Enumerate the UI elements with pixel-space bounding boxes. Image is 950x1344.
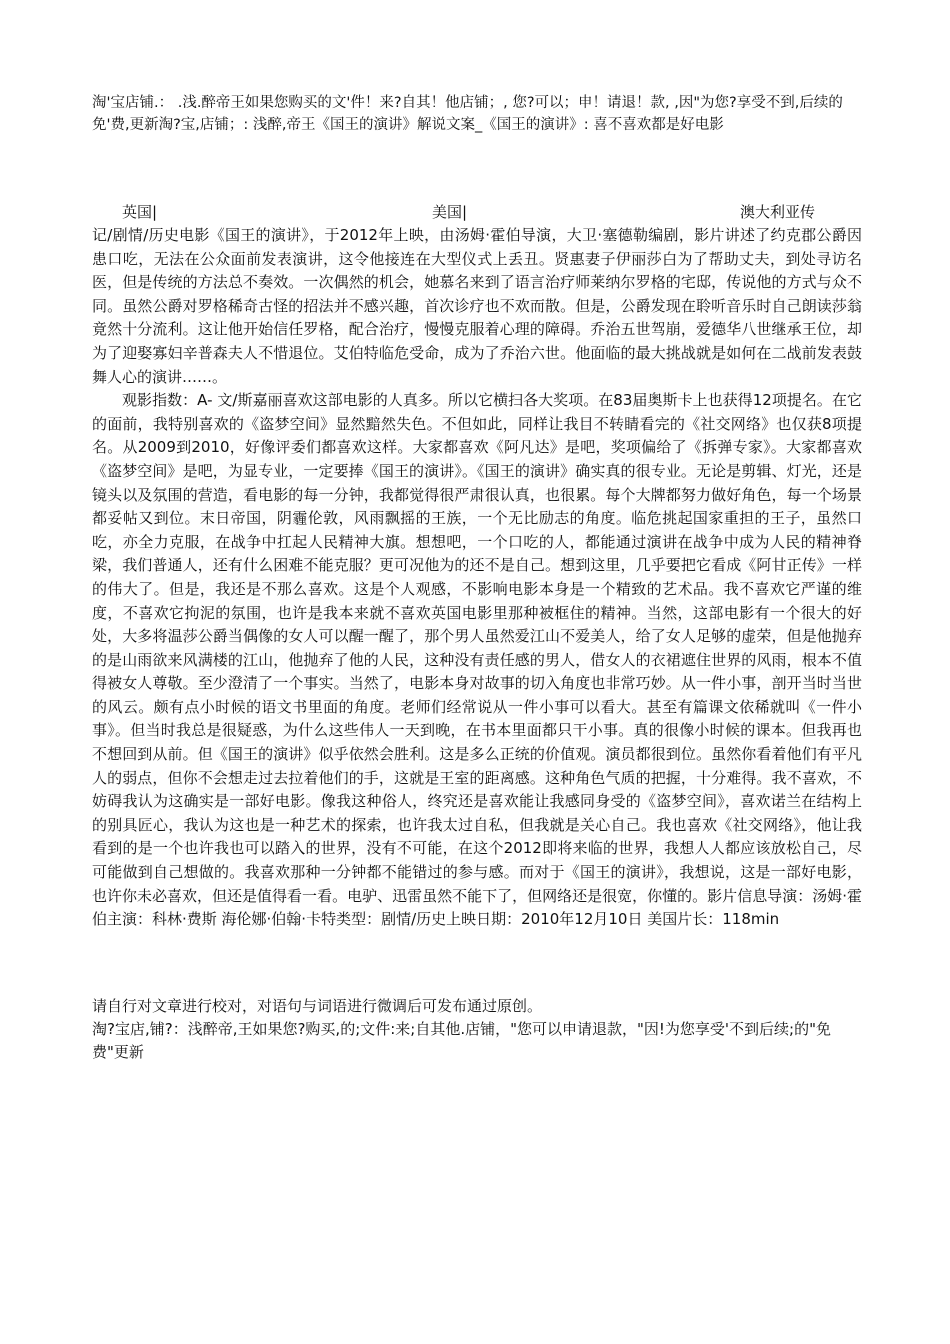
- footer-block: [92, 995, 862, 1064]
- intro-paragraph: 记/剧情/历史电影《国王的演讲》，于2012年上映，由汤姆·霍伯导演，大卫·塞德勒编剧，影片讲述了约克郡公爵因患口吃，无法在公众面前发表演讲，这令他接连在大型仪式上丢丑。贤惠妻子伊丽莎白为了帮助丈夫，到处寻访名医，但是传统的方法总不奏效。一次偶然的机会，她慕名来到了语言治疗师莱纳尔罗格的宅邸，传说他的方式与众不同。虽然公爵对罗格稀奇古怪的招法并不感兴趣，首次诊疗也不欢而散。但是，公爵发现在聆听音乐时自己朗读莎翁竟然十分流利。这让他开始信任罗格，配合治疗，慢慢克服着心理的障碍。乔治五世驾崩，爱德华八世继承王位，却为了迎娶寡妇辛普森夫人不惜退位。艾伯特临危受命，成为了乔治六世。他面临的最大挑战就是如何在二战前发表鼓舞人心的演讲……。: [92, 226, 862, 386]
- country-line: [92, 200, 862, 224]
- country-australia: 澳大利亚传: [740, 203, 816, 221]
- header-notice: 淘'宝店铺.： .浅.醉帝王如果您购买的文'件！来?自其！他店铺；, 您?可以；申！请退！款, ,因"为您?享受不到,后续的免'费,更新淘?宝,店铺；: 浅醉,帝王《国王的演讲》解说文案_《国王的演讲》: 喜不喜欢都是好电影: [92, 95, 843, 133]
- country-us: 美国|: [432, 203, 468, 221]
- country-uk: 英国|: [122, 203, 158, 221]
- footer-note: 请自行对文章进行校对，对语句与词语进行微调后可发布通过原创。: [92, 996, 543, 1015]
- review-paragraph: 观影指数：A- 文/斯嘉丽喜欢这部电影的人真多。所以它横扫各大奖项。在83届奥斯卡上也获得12项提名。在它的面前，我特别喜欢的《盗梦空间》显然黯然失色。不但如此，同样让我目不转睛看完的《社交网络》也仅获8项提名。从2009到2010，好像评委们都喜欢这样。大家都喜欢《阿凡达》是吧，奖项偏给了《拆弹专家》。大家都喜欢《盗梦空间》是吧，为显专业，一定要捧《国王的演讲》。《国王的演讲》确实真的很专业。无论是剪辑、灯光，还是镜头以及氛围的营造，看电影的每一分钟，我都觉得很严肃很认真，也很累。每个大牌都努力做好角色，每一个场景都妥帖又到位。末日帝国，阴霾伦敦，风雨飘摇的王族，一个无比励志的角度。临危挑起国家重担的王子，虽然口吃，亦全力克服，在战争中扛起人民精神大旗。想想吧，一个口吃的人，都能通过演讲在战争中成为人民的精神脊梁，我们普通人，还有什么困难不能克服？更可况他为的还不是自己。想到这里，几乎要把它看成《阿甘正传》一样的伟大了。但是，我还是不那么喜欢。这是个人观感，不影响电影本身是一个精致的艺术品。我不喜欢它严谨的维度，不喜欢它拘泥的氛围，也许是我本来就不喜欢英国电影里那种被框住的精神。当然，这部电影有一个很大的好处，大多将温莎公爵当偶像的女人可以醒一醒了，那个男人虽然爱江山不爱美人，给了女人足够的虚荣，但是他抛弃的是山雨欲来风满楼的江山，他抛弃了他的人民，这种没有责任感的男人，借女人的衣裙遮住世界的风雨，根本不值得被女人尊敬。至少澄清了一个事实。当然了，电影本身对故事的切入角度也非常巧妙。从一件小事，剖开当时当世的风云。颇有点小时候的语文书里面的角度。老师们经常说从一件小事可以看大。甚至有篇课文依稀就叫《一件小事》。但当时我总是很疑惑，为什么这些伟人一天到晚，在书本里面都只干小事。真的很像小时候的课本。但我再也不想回到从前。但《国王的演讲》似乎依然会胜利。这是多么正统的价值观。演员都很到位。虽然你看着他们有平凡人的弱点，但你不会想走过去拉着他们的手，这就是王室的距离感。这种角色气质的把握，十分难得。我不喜欢，不妨碍我认为这确实是一部好电影。像我这种俗人，终究还是喜欢能让我感同身受的《盗梦空间》，喜欢诺兰在结构上的别具匠心，我认为这也是一种艺术的探索，也许我太过自私，但我就是关心自己。我也喜欢《社交网络》，他让我看到的是一个也许我也可以踏入的世界，没有不可能，在这个2012即将来临的世界，我想人人都应该放松自己，尽可能做到自己想做的。我喜欢那种一分钟都不能错过的参与感。而对于《国王的演讲》，我想说，这是一部好电影，也许你未必喜欢，但还是值得看一看。电驴、迅雷虽然不能下了，但网络还是很宽，你懂的。影片信息导演：汤姆·霍伯主演：科林·费斯 海伦娜·伯翰·卡特类型：剧情/历史上映日期：2010年12月10日 美国片长：118min: [92, 391, 862, 929]
- document-page: [92, 92, 862, 1064]
- footer-notice: 淘?宝店,铺?：浅醉帝,王如果您?购买,的;文件:来;自其他.店铺，"您可以申请退款，"因!为您享受'不到后续;的"免费"更新: [92, 1019, 832, 1061]
